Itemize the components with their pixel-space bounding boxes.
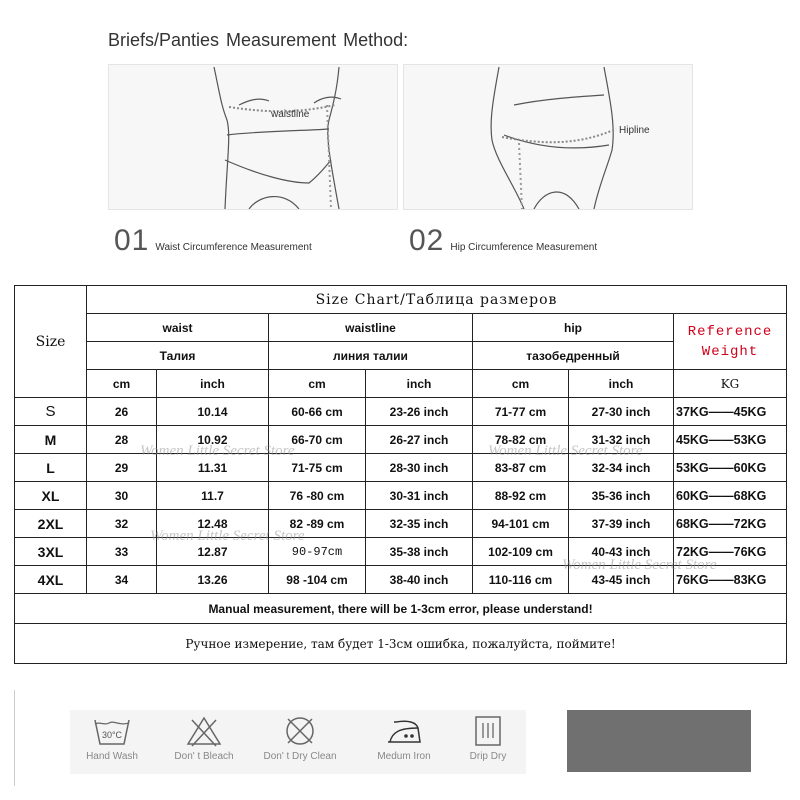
size-cell: 2XL bbox=[15, 510, 87, 538]
hip-cm-cell: 110-116 cm bbox=[473, 566, 569, 594]
weight-cell: 53KG——60KG bbox=[674, 454, 787, 482]
group-header-waist-ru: Талия bbox=[87, 342, 269, 370]
care-label: Don' t Dry Clean bbox=[263, 751, 337, 762]
hand-wash-icon bbox=[92, 714, 132, 748]
waist-cm-cell: 33 bbox=[87, 538, 157, 566]
watermark: Women Little Secret Store bbox=[562, 557, 717, 573]
no-dry-clean-icon bbox=[280, 714, 320, 748]
hip-inch-cell: 43-45 inch bbox=[569, 566, 674, 594]
size-cell: XL bbox=[15, 482, 87, 510]
group-header-waistline-ru: линия талии bbox=[269, 342, 473, 370]
waistline-inch-cell: 26-27 inch bbox=[366, 426, 473, 454]
hip-cm-cell: 78-82 cm bbox=[473, 426, 569, 454]
hip-inch-cell: 35-36 inch bbox=[569, 482, 674, 510]
waistline-cm-cell: 90-97cm bbox=[269, 538, 366, 566]
hip-cm-cell: 94-101 cm bbox=[473, 510, 569, 538]
weight-cell: 60KG——68KG bbox=[674, 482, 787, 510]
weight-cell: 76KG——83KG bbox=[674, 566, 787, 594]
unit-header: cm bbox=[87, 370, 157, 398]
group-header-waist: waist bbox=[87, 314, 269, 342]
table-row bbox=[15, 482, 787, 510]
waist-cm-cell: 34 bbox=[87, 566, 157, 594]
group-header-hip-ru: тазобедренный bbox=[473, 342, 674, 370]
table-row bbox=[15, 398, 787, 426]
care-label: Hand Wash bbox=[86, 751, 138, 762]
waist-inch-cell: 11.31 bbox=[157, 454, 269, 482]
size-cell: 3XL bbox=[15, 538, 87, 566]
waist-inch-cell: 10.14 bbox=[157, 398, 269, 426]
weight-cell: 68KG——72KG bbox=[674, 510, 787, 538]
note-russian: Ручное измерение, там будет 1-3см ошибка, пожалуйста, поймите! bbox=[15, 624, 787, 664]
waistline-cm-cell: 76 -80 cm bbox=[269, 482, 366, 510]
hip-cm-cell: 83-87 cm bbox=[473, 454, 569, 482]
waist-cm-cell: 30 bbox=[87, 482, 157, 510]
unit-header: inch bbox=[157, 370, 269, 398]
step-caption: Waist Circumference Measurement bbox=[155, 242, 312, 253]
table-row bbox=[15, 566, 787, 594]
hip-cm-cell: 102-109 cm bbox=[473, 538, 569, 566]
waist-cm-cell: 29 bbox=[87, 454, 157, 482]
size-cell: L bbox=[15, 454, 87, 482]
waistline-cm-cell: 60-66 cm bbox=[269, 398, 366, 426]
step-number: 01 bbox=[114, 224, 150, 257]
hipline-label: Hipline bbox=[619, 125, 650, 136]
size-cell: M bbox=[15, 426, 87, 454]
unit-header: cm bbox=[269, 370, 366, 398]
size-header: Size bbox=[15, 286, 87, 398]
waistline-label: waistline bbox=[271, 109, 310, 120]
group-header-hip: hip bbox=[473, 314, 674, 342]
waist-cm-cell: 28 bbox=[87, 426, 157, 454]
weight-cell: 72KG——76KG bbox=[674, 538, 787, 566]
waist-measurement-illustration bbox=[108, 64, 398, 210]
watermark: Women Little Secret Store bbox=[140, 443, 295, 459]
hip-cm-cell: 71-77 cm bbox=[473, 398, 569, 426]
page-title: Briefs/Panties Measurement Method: bbox=[108, 30, 409, 50]
drip-dry-icon bbox=[468, 714, 508, 748]
size-cell: 4XL bbox=[15, 566, 87, 594]
waist-cm-cell: 32 bbox=[87, 510, 157, 538]
wash-temperature: 30°C bbox=[101, 730, 123, 740]
table-title: Size Chart/Таблица размеров bbox=[87, 286, 787, 314]
waistline-inch-cell: 38-40 inch bbox=[366, 566, 473, 594]
care-label: Don' t Bleach bbox=[174, 751, 234, 762]
weight-cell: 37KG——45KG bbox=[674, 398, 787, 426]
waistline-cm-cell: 98 -104 cm bbox=[269, 566, 366, 594]
table-row bbox=[15, 454, 787, 482]
grey-color-swatch bbox=[567, 710, 751, 772]
care-label: Medum Iron bbox=[377, 751, 431, 762]
table-row bbox=[15, 510, 787, 538]
care-item-no-dry-clean bbox=[260, 710, 340, 774]
reference-weight-header bbox=[674, 314, 787, 370]
waistline-inch-cell: 23-26 inch bbox=[366, 398, 473, 426]
waistline-inch-cell: 35-38 inch bbox=[366, 538, 473, 566]
waistline-cm-cell: 82 -89 cm bbox=[269, 510, 366, 538]
unit-header: inch bbox=[366, 370, 473, 398]
watermark: Women Little Secret Store bbox=[488, 443, 643, 459]
waist-inch-cell: 11.7 bbox=[157, 482, 269, 510]
hip-inch-cell: 27-30 inch bbox=[569, 398, 674, 426]
no-bleach-icon bbox=[184, 714, 224, 748]
hip-measurement-illustration bbox=[403, 64, 693, 210]
divider bbox=[14, 690, 15, 786]
unit-header: cm bbox=[473, 370, 569, 398]
care-instructions bbox=[70, 710, 526, 774]
step-caption: Hip Circumference Measurement bbox=[450, 242, 598, 253]
waistline-inch-cell: 30-31 inch bbox=[366, 482, 473, 510]
waist-inch-cell: 12.87 bbox=[157, 538, 269, 566]
waist-cm-cell: 26 bbox=[87, 398, 157, 426]
hip-caption bbox=[409, 224, 597, 258]
waistline-inch-cell: 28-30 inch bbox=[366, 454, 473, 482]
waistline-cm-cell: 66-70 cm bbox=[269, 426, 366, 454]
note-english: Manual measurement, there will be 1-3cm error, please understand! bbox=[15, 594, 787, 624]
iron-icon bbox=[384, 714, 424, 748]
weight-cell: 45KG——53KG bbox=[674, 426, 787, 454]
table-row bbox=[15, 538, 787, 566]
size-cell: S bbox=[15, 398, 87, 426]
reference-line1: Reference bbox=[687, 323, 773, 340]
waistline-cm-cell: 71-75 cm bbox=[269, 454, 366, 482]
watermark: Women Little Secret Store bbox=[150, 528, 305, 544]
unit-header: KG bbox=[674, 370, 787, 398]
hip-inch-cell: 37-39 inch bbox=[569, 510, 674, 538]
hip-inch-cell: 32-34 inch bbox=[569, 454, 674, 482]
waist-inch-cell: 12.48 bbox=[157, 510, 269, 538]
waist-inch-cell: 10.92 bbox=[157, 426, 269, 454]
hip-inch-cell: 31-32 inch bbox=[569, 426, 674, 454]
waist-inch-cell: 13.26 bbox=[157, 566, 269, 594]
care-item-hand-wash bbox=[72, 710, 152, 774]
waistline-inch-cell: 32-35 inch bbox=[366, 510, 473, 538]
group-header-waistline: waistline bbox=[269, 314, 473, 342]
care-item-drip-dry bbox=[448, 710, 528, 774]
step-number: 02 bbox=[409, 224, 445, 257]
hip-inch-cell: 40-43 inch bbox=[569, 538, 674, 566]
care-item-no-bleach bbox=[164, 710, 244, 774]
care-label: Drip Dry bbox=[469, 751, 507, 762]
table-row bbox=[15, 426, 787, 454]
reference-line2: Weight bbox=[701, 343, 759, 360]
size-chart-table bbox=[14, 285, 787, 664]
care-item-medium-iron bbox=[364, 710, 444, 774]
waist-caption bbox=[114, 224, 312, 258]
hip-cm-cell: 88-92 cm bbox=[473, 482, 569, 510]
unit-header: inch bbox=[569, 370, 674, 398]
